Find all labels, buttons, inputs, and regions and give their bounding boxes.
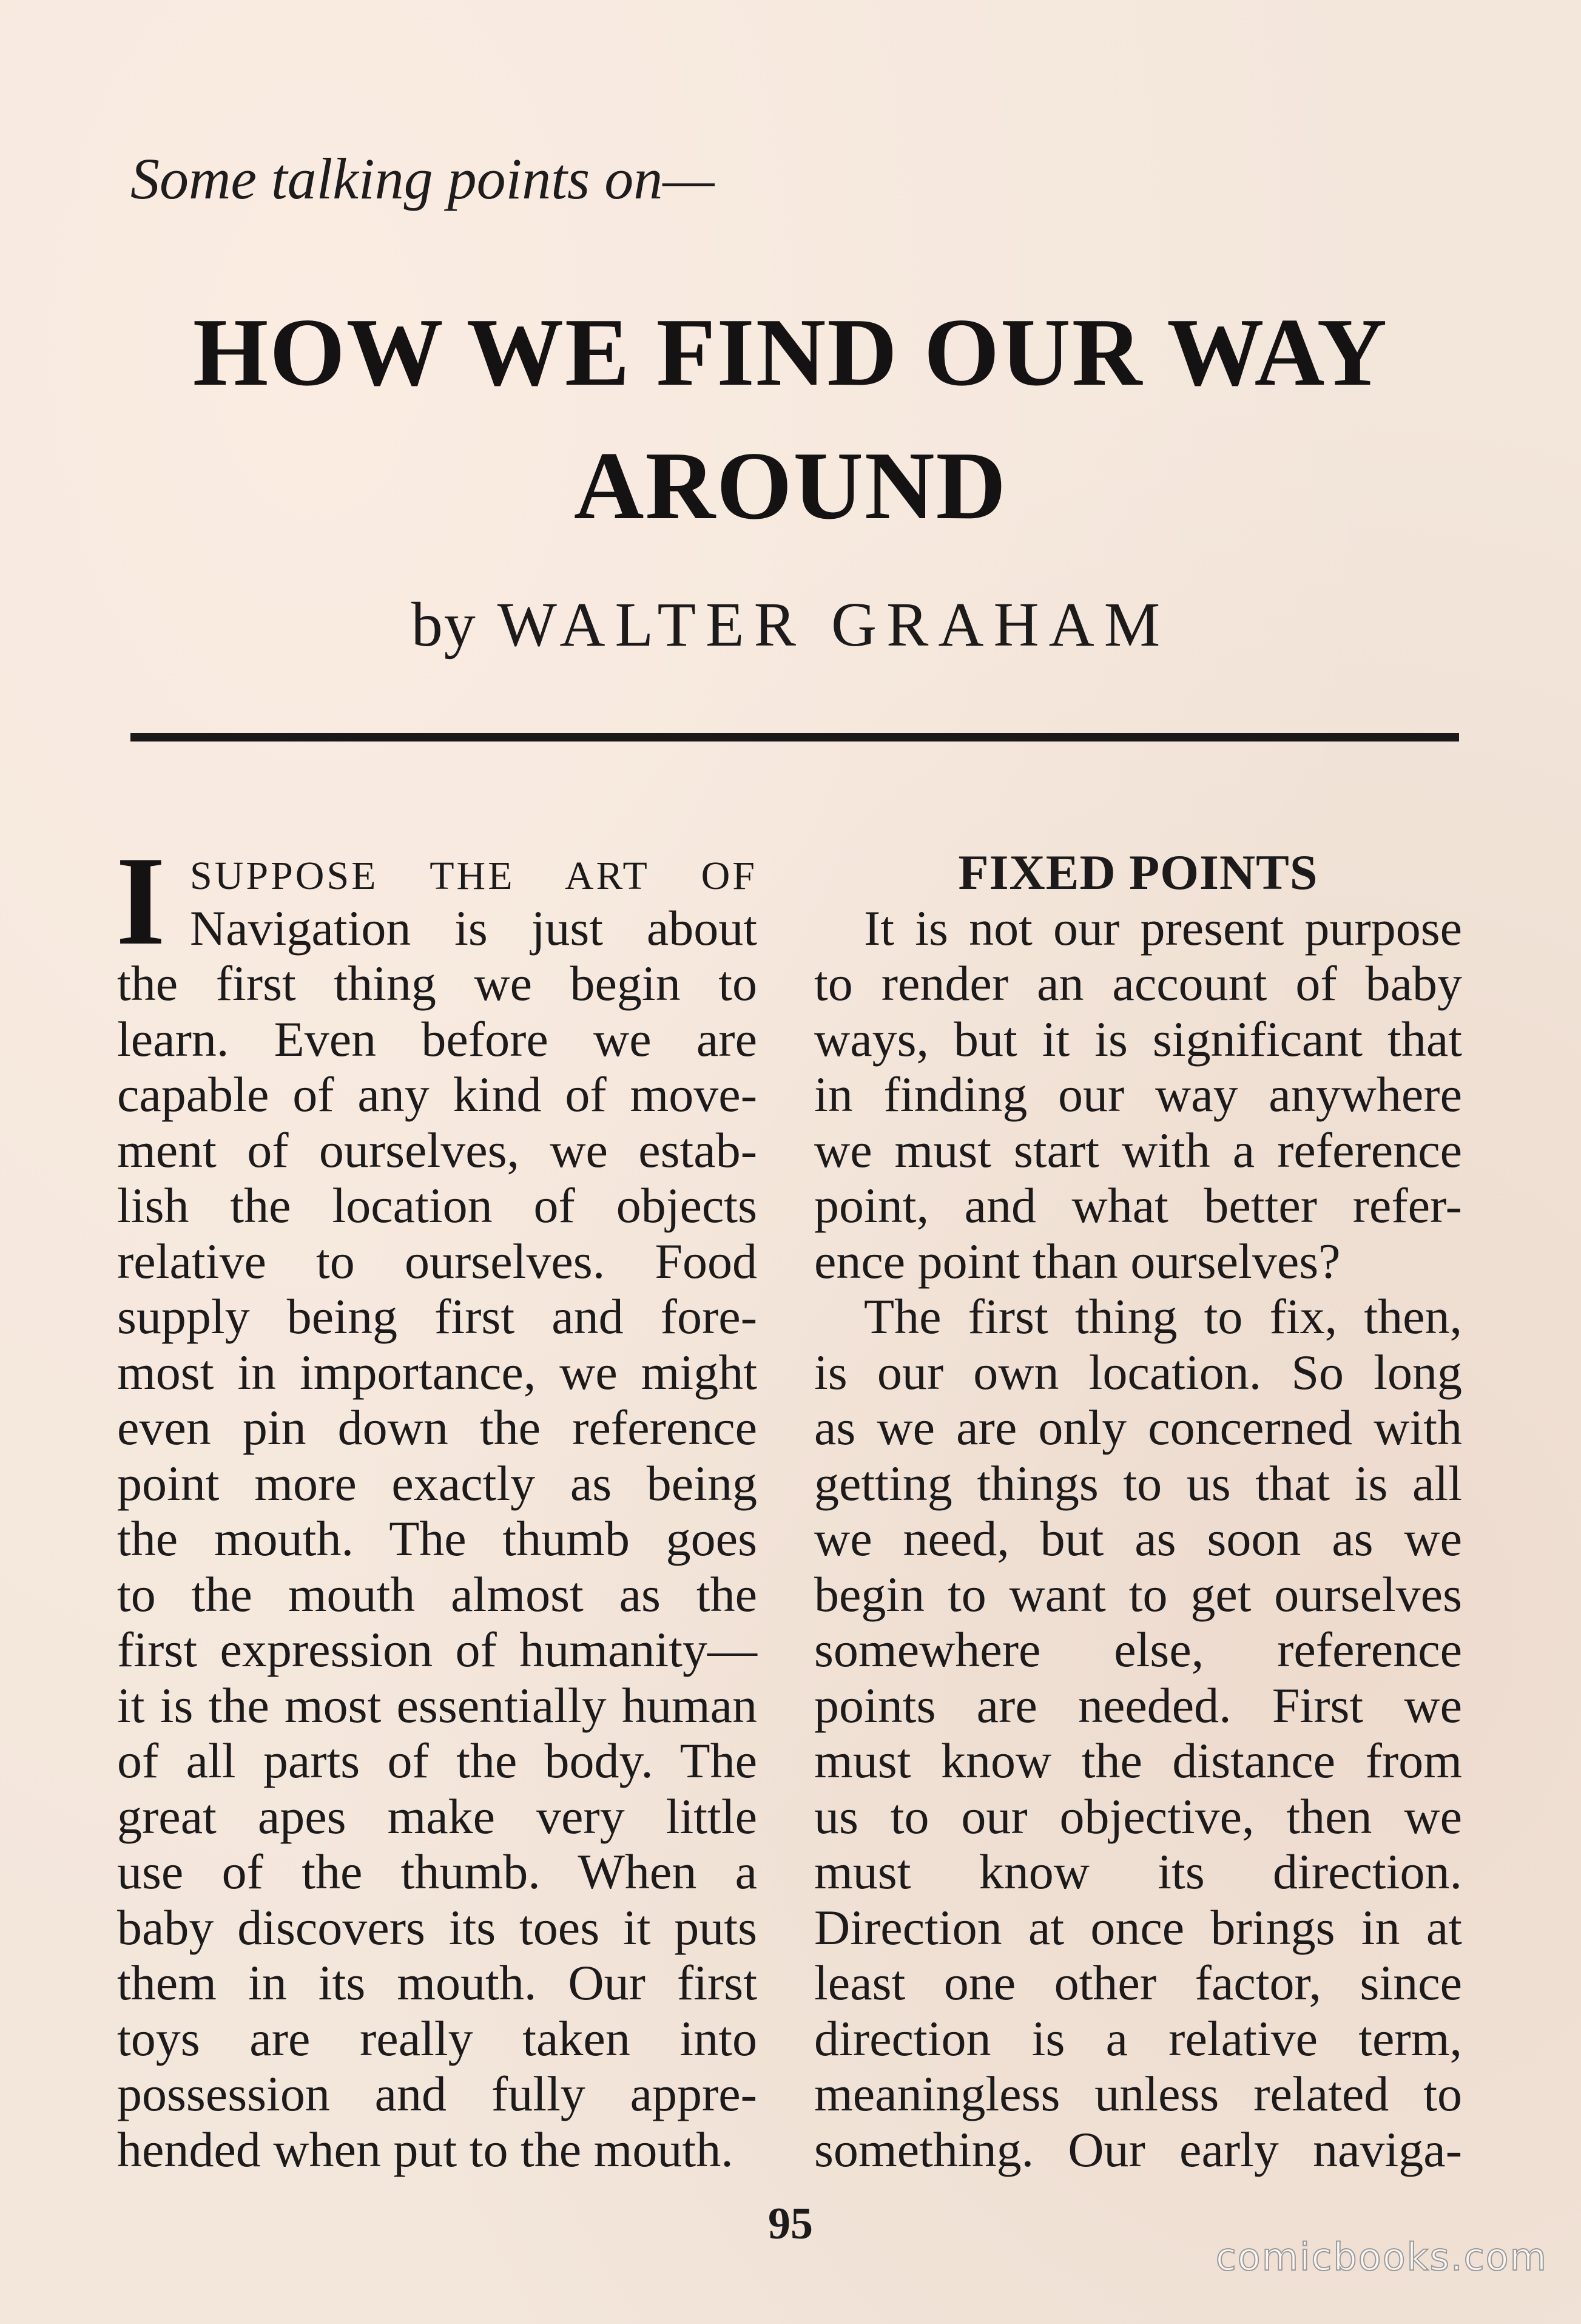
text-line: the first thing we begin to bbox=[117, 956, 757, 1011]
text-line: in finding our way anywhere bbox=[814, 1067, 1462, 1122]
title-line-2: AROUND bbox=[573, 431, 1008, 539]
text-line: baby discovers its toes it puts bbox=[117, 1899, 757, 1955]
text-line: is our own location. So long bbox=[814, 1344, 1462, 1400]
watermark: comicbooks.com bbox=[1215, 2235, 1548, 2279]
text-line: something. Our early naviga- bbox=[814, 2121, 1462, 2177]
author-name: WALTER GRAHAM bbox=[497, 590, 1170, 660]
text-line: as we are only concerned with bbox=[814, 1400, 1462, 1455]
text-line: direction is a relative term, bbox=[814, 2010, 1462, 2066]
text-line: us to our objective, then we bbox=[814, 1788, 1462, 1844]
left-column bbox=[116, 831, 757, 2177]
text-line: The first thing to fix, then, bbox=[864, 1289, 1462, 1344]
text-line: must know its direction. bbox=[814, 1844, 1462, 1899]
drop-cap: I bbox=[116, 831, 166, 971]
text-line: points are needed. First we bbox=[814, 1677, 1462, 1733]
title-line-1: HOW WE FIND OUR WAY bbox=[192, 298, 1389, 406]
text-line: them in its mouth. Our first bbox=[117, 1955, 757, 2010]
text-line: toys are really taken into bbox=[117, 2010, 757, 2066]
text-line: possession and fully appre- bbox=[117, 2066, 757, 2121]
text-line: hended when put to the mouth. bbox=[117, 2121, 733, 2177]
text-line bbox=[117, 845, 757, 900]
byline bbox=[121, 586, 1460, 664]
text-line: meaningless unless related to bbox=[814, 2066, 1462, 2121]
text-line: to the mouth almost as the bbox=[117, 1566, 757, 1622]
text-line: the mouth. The thumb goes bbox=[117, 1511, 757, 1566]
text-line: lish the location of objects bbox=[117, 1178, 757, 1233]
text-line: Navigation is just about bbox=[190, 900, 757, 956]
text-line: must know the distance from bbox=[814, 1733, 1462, 1788]
title-divider bbox=[130, 733, 1459, 741]
text-line: ment of ourselves, we estab- bbox=[117, 1122, 757, 1178]
text-line: point, and what better refer- bbox=[814, 1178, 1462, 1233]
text-line: to render an account of baby bbox=[814, 956, 1462, 1011]
kicker-text: Some talking points on— bbox=[130, 146, 715, 211]
page-number: 95 bbox=[768, 2199, 813, 2249]
text-line: begin to want to get ourselves bbox=[814, 1566, 1462, 1622]
section-heading: FIXED POINTS bbox=[958, 845, 1318, 900]
text-line: ways, but it is significant that bbox=[814, 1011, 1462, 1067]
text-line: Direction at once brings in at bbox=[814, 1899, 1462, 1955]
text-line: learn. Even before we are bbox=[117, 1011, 757, 1067]
text-line: it is the most essentially human bbox=[117, 1677, 757, 1733]
text-line: ence point than ourselves? bbox=[814, 1233, 1341, 1289]
text-line: even pin down the reference bbox=[117, 1400, 757, 1455]
lead-in: SUPPOSE THE ART OF bbox=[190, 854, 757, 898]
text-line: most in importance, we might bbox=[117, 1344, 757, 1400]
text-line: It is not our present purpose bbox=[864, 900, 1462, 956]
text-line: we need, but as soon as we bbox=[814, 1511, 1462, 1566]
opening-paragraph bbox=[116, 831, 757, 971]
article-title bbox=[121, 285, 1460, 552]
text-line: capable of any kind of move- bbox=[117, 1067, 757, 1122]
text-line: use of the thumb. When a bbox=[117, 1844, 757, 1899]
text-line: of all parts of the body. The bbox=[117, 1733, 757, 1788]
text-line: we must start with a reference bbox=[814, 1122, 1462, 1178]
text-line: point more exactly as being bbox=[117, 1455, 757, 1511]
text-line: least one other factor, since bbox=[814, 1955, 1462, 2010]
right-column bbox=[814, 845, 1462, 2177]
byline-prefix: by bbox=[411, 590, 477, 660]
text-line: relative to ourselves. Food bbox=[117, 1233, 757, 1289]
text-line: great apes make very little bbox=[117, 1788, 757, 1844]
text-line: first expression of humanity— bbox=[117, 1622, 757, 1677]
text-line: getting things to us that is all bbox=[814, 1455, 1462, 1511]
text-line: supply being first and fore- bbox=[117, 1289, 757, 1344]
text-line: somewhere else, reference bbox=[814, 1622, 1462, 1677]
